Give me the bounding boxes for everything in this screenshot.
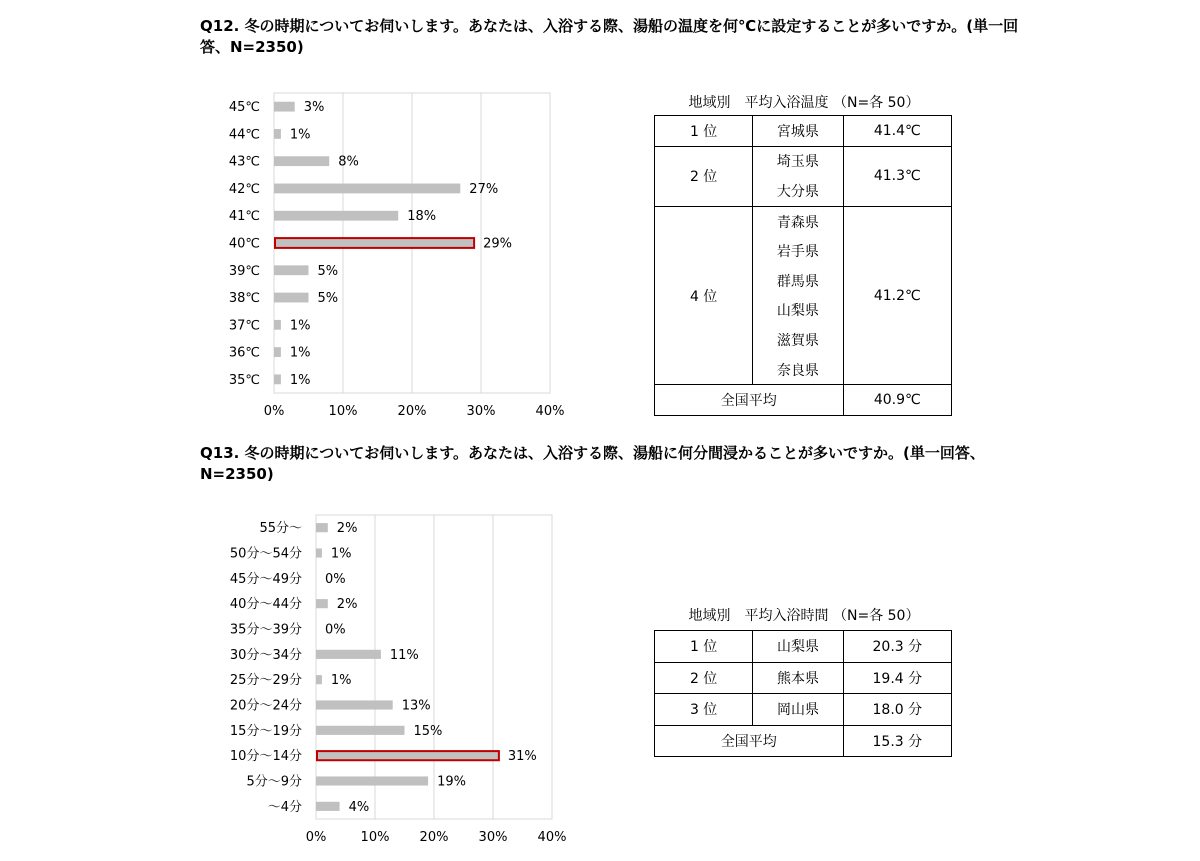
prefecture-cell: 熊本県 xyxy=(753,662,843,694)
prefecture-cell: 宮城県 xyxy=(753,116,843,147)
q12-bar xyxy=(274,320,281,330)
q13-bar xyxy=(316,599,328,608)
q13-x-tick-label: 10% xyxy=(360,830,390,845)
prefecture-cell: 岡山県 xyxy=(753,694,843,726)
value-cell: 20.3 分 xyxy=(843,631,951,663)
q12-category-label: 38℃ xyxy=(228,291,260,307)
value-cell: 41.2℃ xyxy=(843,206,951,385)
table-row xyxy=(655,146,952,176)
rank-cell: 2 位 xyxy=(655,146,753,206)
q13-bar xyxy=(316,548,322,557)
table-row xyxy=(655,206,952,236)
q12-bar xyxy=(275,238,474,248)
national-average-value: 15.3 分 xyxy=(843,725,951,757)
q12-value-label: 3% xyxy=(303,100,325,116)
rank-cell: 1 位 xyxy=(655,116,753,147)
q13-bar xyxy=(316,726,405,735)
q13-value-label: 31% xyxy=(507,749,537,765)
q12-x-tick-label: 0% xyxy=(263,404,285,419)
q12-value-label: 1% xyxy=(289,372,311,388)
q12-category-label: 41℃ xyxy=(228,209,260,225)
rank-cell: 3 位 xyxy=(655,694,753,726)
q13-duration-chart xyxy=(200,512,580,852)
q13-x-tick-label: 30% xyxy=(478,830,508,845)
q13-value-label: 15% xyxy=(413,723,443,739)
q13-value-label: 0% xyxy=(325,571,346,587)
q13-x-tick-label: 0% xyxy=(305,830,327,845)
q12-category-label: 45℃ xyxy=(228,100,260,116)
table-row xyxy=(655,694,952,726)
q13-value-label: 19% xyxy=(437,774,467,790)
table-row xyxy=(655,725,952,757)
q12-value-label: 1% xyxy=(289,127,311,143)
q13-x-tick-label: 20% xyxy=(419,830,449,845)
q12-category-label: 42℃ xyxy=(228,181,260,197)
q12-value-label: 29% xyxy=(483,236,513,252)
value-cell: 18.0 分 xyxy=(843,694,951,726)
q13-value-label: 11% xyxy=(389,647,419,663)
q13-category-label: 30分～34分 xyxy=(229,647,302,663)
q13-value-label: 2% xyxy=(336,521,358,537)
q13-bar xyxy=(317,751,499,760)
q12-bar xyxy=(274,265,309,275)
q12-ranking-table xyxy=(654,115,952,416)
q12-value-label: 1% xyxy=(289,318,311,334)
q12-bar xyxy=(274,211,398,221)
q13-category-label: 10分～14分 xyxy=(229,749,302,765)
prefecture-cell: 岩手県 xyxy=(753,236,843,266)
q13-question: Q13. 冬の時期についてお伺いします。あなたは、入浴する際、湯船に何分間浸かることが多いですか。(単一回答、N=2350) xyxy=(200,444,985,483)
q12-x-tick-label: 10% xyxy=(328,404,358,419)
q13-value-label: 2% xyxy=(336,597,358,613)
q12-category-label: 36℃ xyxy=(228,345,260,361)
q13-category-label: 50分～54分 xyxy=(229,546,302,562)
value-cell: 41.3℃ xyxy=(843,146,951,206)
q12-bar xyxy=(274,102,295,112)
prefecture-cell: 群馬県 xyxy=(753,266,843,296)
q12-bar xyxy=(274,156,329,166)
q12-x-tick-label: 40% xyxy=(535,404,565,419)
q13-value-label: 13% xyxy=(401,698,431,714)
q13-bar xyxy=(316,700,393,709)
rank-cell: 1 位 xyxy=(655,631,753,663)
q12-ranking-caption: 地域別 平均入浴温度 （N=各 50） xyxy=(688,95,920,111)
q12-value-label: 27% xyxy=(469,181,499,197)
table-row xyxy=(655,116,952,147)
prefecture-cell: 青森県 xyxy=(753,206,843,236)
q12-bar xyxy=(274,347,281,357)
q12-bar xyxy=(274,129,281,139)
rank-cell: 4 位 xyxy=(655,206,753,385)
q12-category-label: 35℃ xyxy=(228,372,260,388)
q13-bar xyxy=(316,675,322,684)
q12-x-tick-label: 20% xyxy=(397,404,427,419)
national-average-label: 全国平均 xyxy=(655,725,844,757)
q12-bar xyxy=(274,374,281,384)
q12-value-label: 5% xyxy=(317,263,339,279)
q12-question: Q12. 冬の時期についてお伺いします。あなたは、入浴する際、湯船の温度を何℃に設定することが多いですか。(単一回答、N=2350) xyxy=(200,17,1019,56)
q12-temperature-chart xyxy=(200,90,580,430)
prefecture-cell: 滋賀県 xyxy=(753,325,843,355)
q13-category-label: 40分～44分 xyxy=(229,597,302,613)
q12-category-label: 37℃ xyxy=(228,318,260,334)
table-row xyxy=(655,631,952,663)
q13-ranking-table xyxy=(654,630,952,757)
prefecture-cell: 山梨県 xyxy=(753,296,843,326)
q13-bar xyxy=(316,523,328,532)
prefecture-cell: 奈良県 xyxy=(753,355,843,385)
prefecture-cell: 大分県 xyxy=(753,176,843,206)
q12-x-tick-label: 30% xyxy=(466,404,496,419)
table-row xyxy=(655,385,952,416)
q13-category-label: 25分～29分 xyxy=(229,673,302,689)
q13-bar xyxy=(316,776,428,785)
q13-category-label: 55分～ xyxy=(259,521,302,537)
q13-value-label: 4% xyxy=(348,799,370,815)
q13-category-label: 5分～9分 xyxy=(246,774,302,790)
table-row xyxy=(655,662,952,694)
q13-value-label: 0% xyxy=(325,622,346,638)
q12-category-label: 40℃ xyxy=(228,236,260,252)
q13-value-label: 1% xyxy=(330,546,352,562)
value-cell: 19.4 分 xyxy=(843,662,951,694)
q12-category-label: 39℃ xyxy=(228,263,260,279)
q13-category-label: ～4分 xyxy=(267,799,302,815)
national-average-label: 全国平均 xyxy=(655,385,844,416)
rank-cell: 2 位 xyxy=(655,662,753,694)
q12-category-label: 43℃ xyxy=(228,154,260,170)
q13-category-label: 45分～49分 xyxy=(229,571,302,587)
q12-value-label: 18% xyxy=(407,209,437,225)
q13-ranking-caption: 地域別 平均入浴時間 （N=各 50） xyxy=(688,608,920,624)
q12-value-label: 5% xyxy=(317,291,339,307)
q13-value-label: 1% xyxy=(330,673,352,689)
q12-category-label: 44℃ xyxy=(228,127,260,143)
q13-x-tick-label: 40% xyxy=(537,830,567,845)
q12-bar xyxy=(274,184,460,194)
national-average-value: 40.9℃ xyxy=(843,385,951,416)
q13-bar xyxy=(316,650,381,659)
value-cell: 41.4℃ xyxy=(843,116,951,147)
q12-value-label: 8% xyxy=(338,154,359,170)
prefecture-cell: 山梨県 xyxy=(753,631,843,663)
q13-category-label: 15分～19分 xyxy=(229,723,302,739)
q13-category-label: 20分～24分 xyxy=(229,698,302,714)
q13-category-label: 35分～39分 xyxy=(229,622,302,638)
q12-value-label: 1% xyxy=(289,345,311,361)
prefecture-cell: 埼玉県 xyxy=(753,146,843,176)
q13-bar xyxy=(316,802,340,811)
q12-bar xyxy=(274,293,309,303)
